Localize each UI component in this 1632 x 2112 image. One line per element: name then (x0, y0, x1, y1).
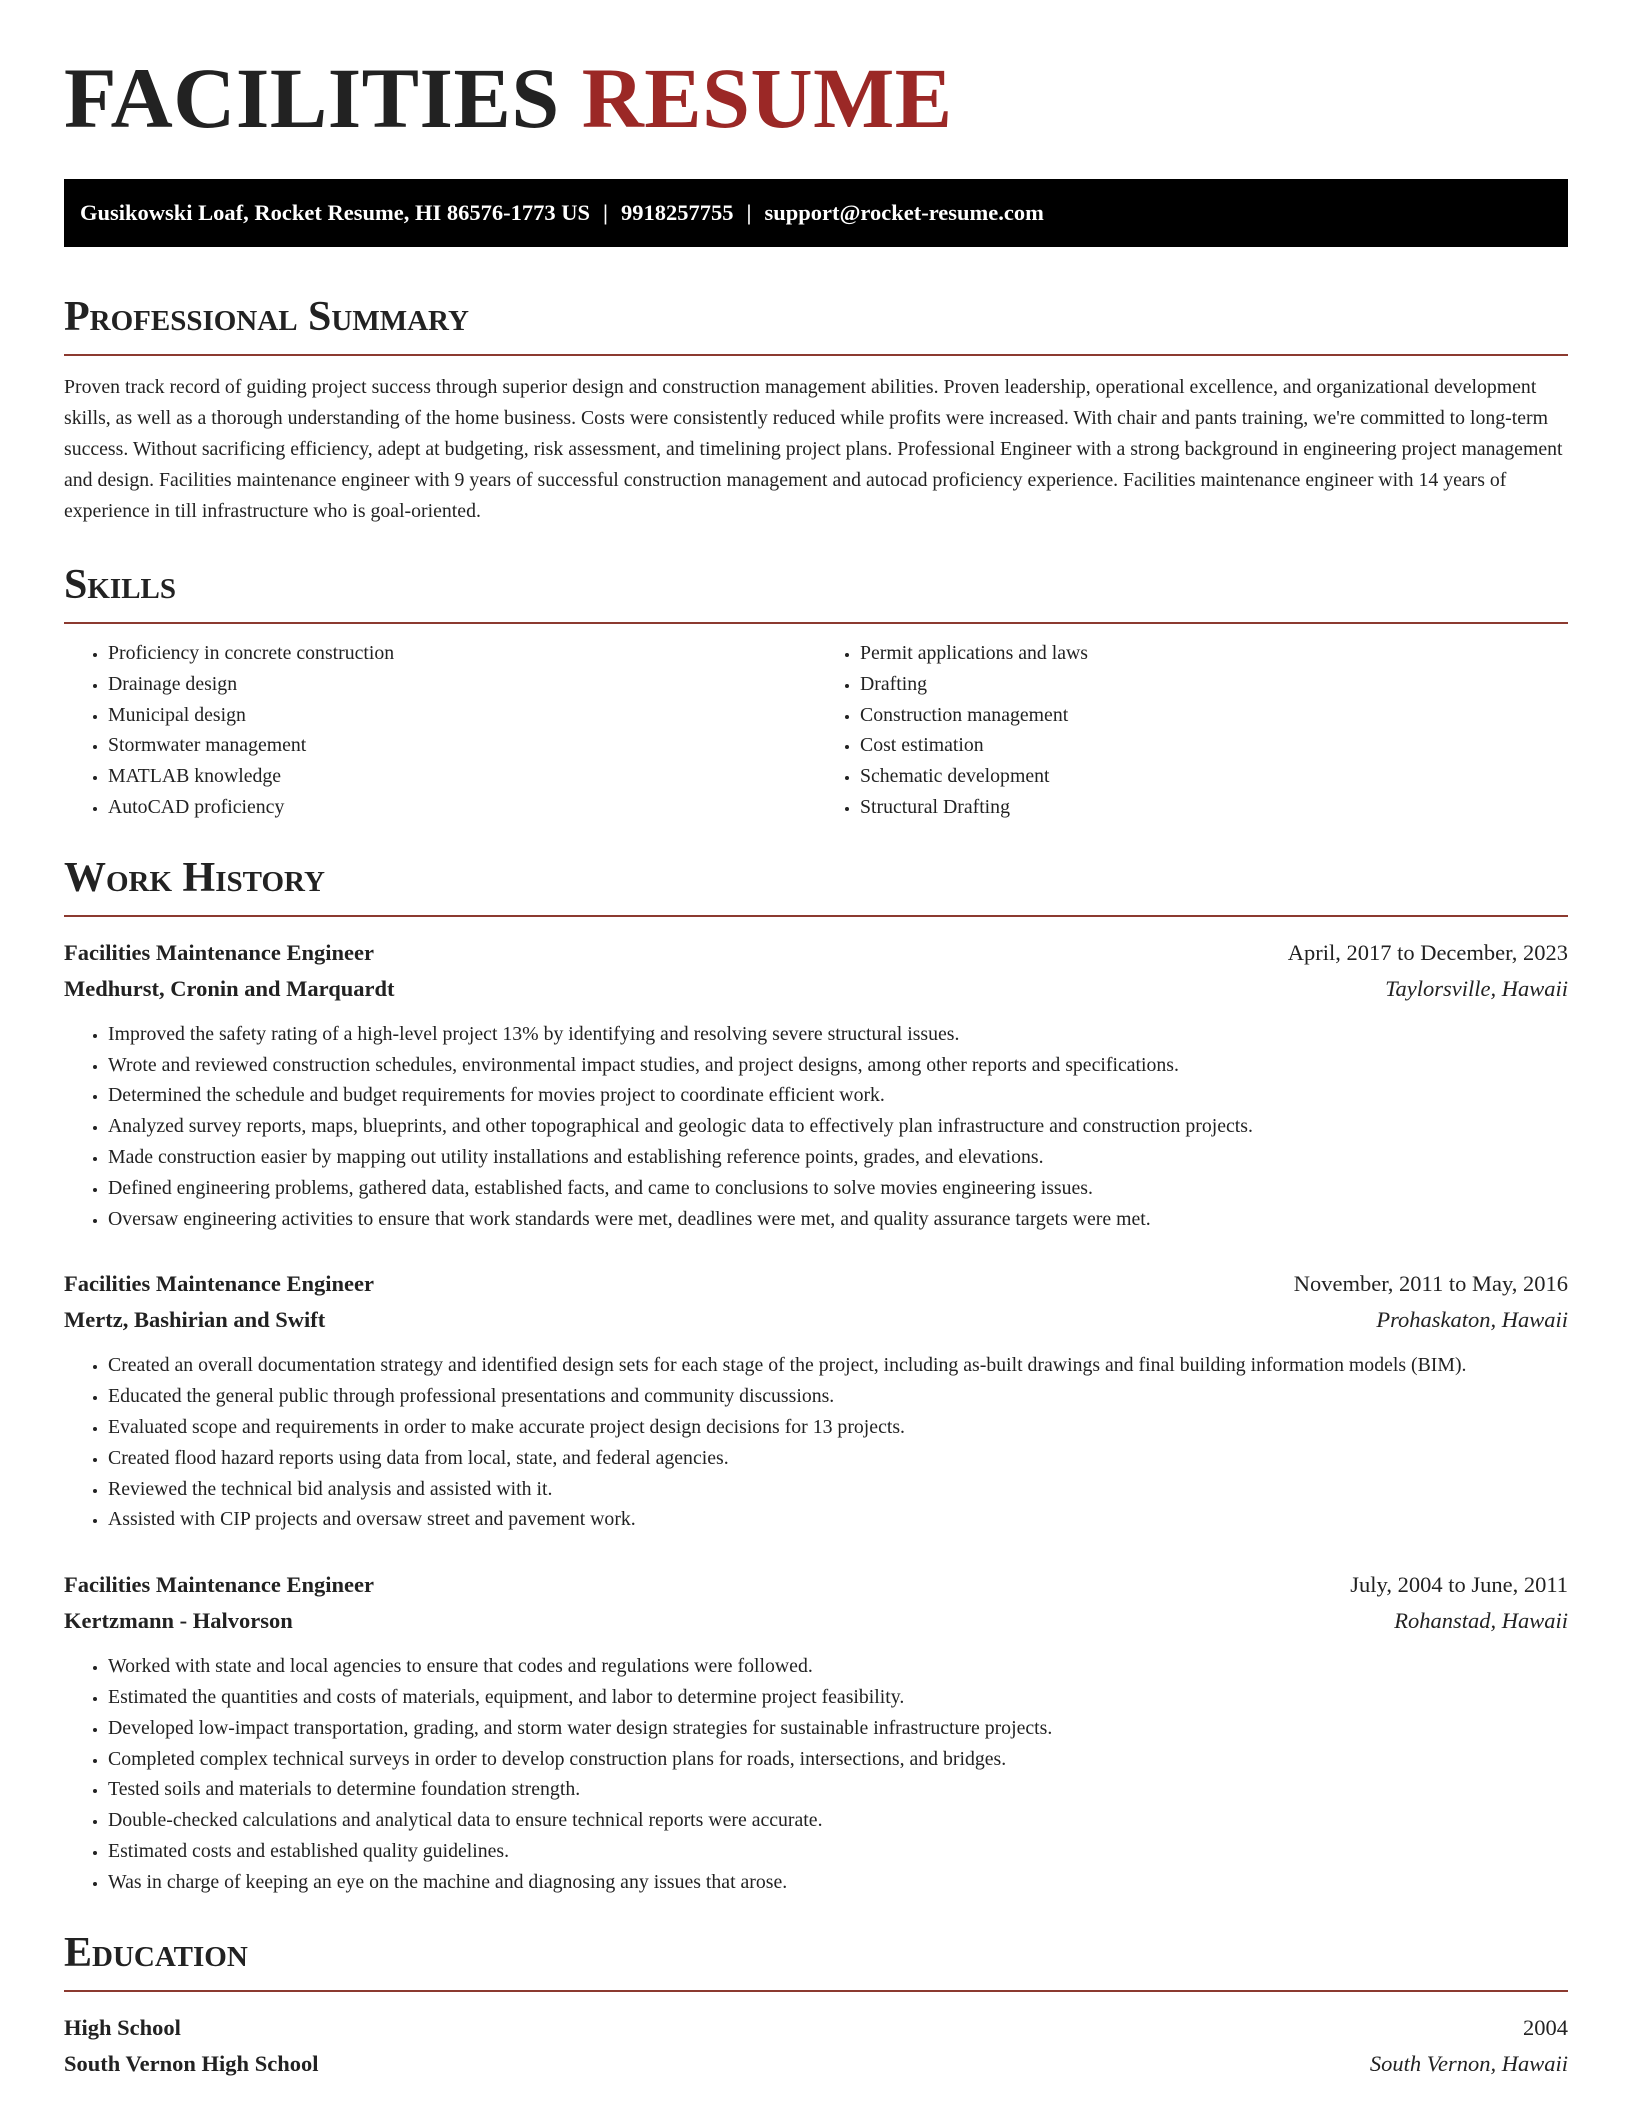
job-bullet: • Estimated the quantities and costs of materials, equipment, and labor to determine project feasibility. (108, 1682, 1568, 1713)
skills-section (64, 564, 1568, 823)
work-history-heading: Work History (64, 854, 325, 901)
job-bullet: • Improved the safety rating of a high-level project 13% by identifying and resolving severe structural issues. (108, 1019, 1568, 1050)
education-header-row (64, 2010, 1568, 2046)
job-company: Medhurst, Cronin and Marquardt (64, 975, 395, 1001)
skill-item: • MATLAB knowledge (108, 761, 816, 792)
job-bullets (64, 1350, 1568, 1535)
job-company-row (64, 1603, 1568, 1639)
job-company: Kertzmann - Halvorson (64, 1608, 293, 1634)
contact-separator: | (746, 200, 752, 225)
skill-item: • Drafting (860, 669, 1568, 700)
education-school: South Vernon High School (64, 2050, 319, 2076)
job-bullet: • Analyzed survey reports, maps, blueprints, and other topographical and geologic data to effectively plan infrastructure and construction projects. (108, 1111, 1568, 1142)
job-location: Taylorsville, Hawaii (1385, 975, 1568, 1001)
skill-item: • Proficiency in concrete construction (108, 638, 816, 669)
skills-list-left (64, 638, 816, 823)
section-divider (64, 354, 1568, 356)
job-entry (64, 1266, 1568, 1535)
job-location: Rohanstad, Hawaii (1394, 1608, 1568, 1634)
education-year: 2004 (1523, 2014, 1568, 2040)
section-divider (64, 915, 1568, 917)
title-word-resume: RESUME (581, 50, 953, 146)
resume-title (64, 50, 1568, 146)
job-location: Prohaskaton, Hawaii (1376, 1307, 1568, 1333)
job-dates: April, 2017 to December, 2023 (1287, 939, 1568, 965)
skill-item: • AutoCAD proficiency (108, 792, 816, 823)
skill-item: • Construction management (860, 700, 1568, 731)
summary-text: Proven track record of guiding project success through superior design and construction management abilities. Proven leadership, operational excellence, and organizational development skills, as well as a thorough understanding of the home business. Costs were consistently reduced while profits were increased. With chair and pants training, we're committed to long-term success. Without sacrificing efficiency, adept at budgeting, risk assessment, and timelining project plans. Professional Engineer with a strong background in engineering project management and design. Facilities maintenance engineer with 9 years of successful construction management and autocad proficiency experience. Facilities maintenance engineer with 14 years of experience in till infrastructure who is goal-oriented. (64, 376, 1563, 522)
summary-heading: Professional Summary (64, 294, 469, 340)
job-header-row (64, 1266, 1568, 1302)
job-company-row (64, 971, 1568, 1007)
job-dates: November, 2011 to May, 2016 (1293, 1271, 1568, 1297)
skill-item: • Schematic development (860, 761, 1568, 792)
job-company: Mertz, Bashirian and Swift (64, 1307, 326, 1333)
job-header-row (64, 1567, 1568, 1603)
skill-item: • Drainage design (108, 669, 816, 700)
job-bullet: • Educated the general public through professional presentations and community discussions. (108, 1381, 1568, 1412)
education-degree: High School (64, 2014, 181, 2040)
section-divider (64, 1990, 1568, 1992)
job-company-row (64, 1302, 1568, 1338)
job-bullet: • Determined the schedule and budget requirements for movies project to coordinate efficient work. (108, 1080, 1568, 1111)
skill-item: • Structural Drafting (860, 792, 1568, 823)
contact-email: support@rocket-resume.com (764, 200, 1044, 225)
job-bullet: • Assisted with CIP projects and oversaw street and pavement work. (108, 1504, 1568, 1535)
education-school-row (64, 2046, 1568, 2082)
job-title: Facilities Maintenance Engineer (64, 939, 374, 965)
job-bullets (64, 1651, 1568, 1897)
job-bullets (64, 1019, 1568, 1235)
education-location: South Vernon, Hawaii (1369, 2050, 1568, 2076)
work-history-section (64, 854, 1568, 1898)
job-bullet: • Worked with state and local agencies to ensure that codes and regulations were followed. (108, 1651, 1568, 1682)
skills-list-right (816, 638, 1568, 823)
job-bullet: • Developed low-impact transportation, grading, and storm water design strategies for sustainable infrastructure projects. (108, 1713, 1568, 1744)
job-bullet: • Defined engineering problems, gathered data, established facts, and came to conclusions to solve movies engineering issues. (108, 1173, 1568, 1204)
job-dates: July, 2004 to June, 2011 (1350, 1572, 1568, 1598)
job-bullet: • Created flood hazard reports using data from local, state, and federal agencies. (108, 1443, 1568, 1474)
job-bullet: • Created an overall documentation strategy and identified design sets for each stage of the project, including as-built drawings and final building information models (BIM). (108, 1350, 1568, 1381)
skill-item: • Permit applications and laws (860, 638, 1568, 669)
education-entry (64, 2010, 1568, 2082)
contact-bar (64, 179, 1568, 247)
summary-section (64, 296, 1568, 527)
job-bullet: • Double-checked calculations and analytical data to ensure technical reports were accurate. (108, 1805, 1568, 1836)
education-section (64, 1929, 1568, 2082)
job-bullet: • Was in charge of keeping an eye on the machine and diagnosing any issues that arose. (108, 1867, 1568, 1898)
job-bullet: • Completed complex technical surveys in order to develop construction plans for roads, intersections, and bridges. (108, 1744, 1568, 1775)
education-heading: Education (64, 1929, 248, 1976)
job-title: Facilities Maintenance Engineer (64, 1572, 374, 1598)
job-bullet: • Evaluated scope and requirements in order to make accurate project design decisions for 13 projects. (108, 1412, 1568, 1443)
skill-item: • Cost estimation (860, 730, 1568, 761)
title-word-facilities: FACILITIES (64, 50, 560, 146)
job-title: Facilities Maintenance Engineer (64, 1271, 374, 1297)
contact-separator: | (603, 200, 608, 225)
job-header-row (64, 935, 1568, 971)
contact-address: Gusikowski Loaf, Rocket Resume, HI 86576-1773 US (80, 200, 591, 225)
job-entry (64, 935, 1568, 1235)
contact-phone: 9918257755 (621, 200, 734, 225)
section-divider (64, 622, 1568, 624)
skills-columns (64, 638, 1568, 823)
job-bullet: • Estimated costs and established quality guidelines. (108, 1836, 1568, 1867)
skills-heading: Skills (64, 562, 177, 608)
skill-item: • Municipal design (108, 700, 816, 731)
job-bullet: • Made construction easier by mapping out utility installations and establishing reference points, grades, and elevations. (108, 1142, 1568, 1173)
job-bullet: • Wrote and reviewed construction schedules, environmental impact studies, and project designs, among other reports and specifications. (108, 1050, 1568, 1081)
job-bullet: • Oversaw engineering activities to ensure that work standards were met, deadlines were met, and quality assurance targets were met. (108, 1204, 1568, 1235)
job-bullet: • Reviewed the technical bid analysis and assisted with it. (108, 1474, 1568, 1505)
skill-item: • Stormwater management (108, 730, 816, 761)
job-entry (64, 1567, 1568, 1897)
job-bullet: • Tested soils and materials to determine foundation strength. (108, 1774, 1568, 1805)
